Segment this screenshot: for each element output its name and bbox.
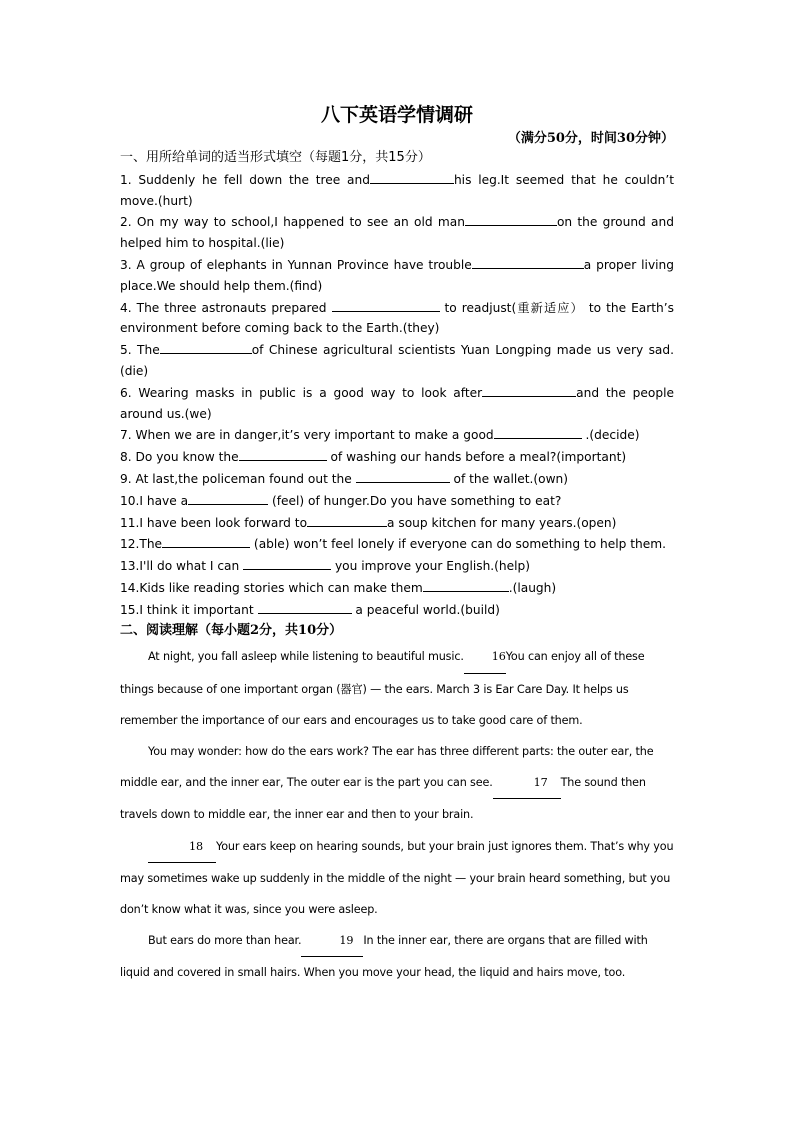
question-15: 15.I think it important a peaceful world.(build) [120,599,674,621]
section2-heading: 二、阅读理解（每小题2分，共10分） [120,622,343,638]
answer-slot-18[interactable]: 18 [148,831,216,863]
answer-blank-12[interactable] [162,533,250,548]
question-9: 9. At last,the policeman found out the of the wallet.(own) [120,468,674,490]
question-14: 14.Kids like reading stories which can make them .(laugh) [120,577,674,599]
question-2: 2. On my way to school,I happened to see an old man on the ground and helped him to hospital.(lie) [120,211,674,254]
question-11: 11.I have been look forward to a soup kitchen for many years.(open) [120,512,674,534]
reading-paragraph-4: But ears do more than hear. 19 In the inner ear, there are organs that are filled with liquid and covered in small hairs. When you move your head, the liquid and hairs move, too. [120,925,674,988]
answer-blank-5[interactable] [160,339,252,354]
question-8: 8. Do you know the of washing our hands before a meal?(important) [120,446,674,468]
answer-blank-13[interactable] [243,555,331,570]
answer-blank-1[interactable] [370,169,454,184]
question-1: 1. Suddenly he fell down the tree and his leg.It seemed that he couldn’t move.(hurt) [120,169,674,212]
question-3: 3. A group of elephants in Yunnan Province have trouble a proper living place.We should help them.(find) [120,254,674,297]
answer-slot-17[interactable]: 17 [493,767,561,799]
question-12: 12.The (able) won’t feel lonely if everyone can do something to help them. [120,533,674,555]
answer-blank-10[interactable] [188,490,268,505]
question-10: 10.I have a (feel) of hunger.Do you have something to eat? [120,490,674,512]
section1-heading: 一、用所给单词的适当形式填空（每题1分，共15分） [120,150,431,165]
answer-blank-8[interactable] [239,446,327,461]
answer-blank-4[interactable] [332,297,440,312]
answer-blank-2[interactable] [465,211,557,226]
answer-blank-7[interactable] [494,424,582,439]
answer-blank-3[interactable] [472,254,584,269]
answer-blank-6[interactable] [482,382,576,397]
answer-blank-15[interactable] [258,599,352,614]
page-title: 八下英语学情调研 [320,104,473,126]
question-4: 4. The three astronauts prepared to readjust(重新适应） to the Earth’s environment before coming back to the Earth.(they) [120,297,674,340]
reading-paragraph-3: 18 Your ears keep on hearing sounds, but your brain just ignores them. That’s why you may sometimes wake up suddenly in the middle of the night — your brain heard something, but you don’t know what it was, since you were asleep. [120,831,674,926]
answer-blank-14[interactable] [423,577,509,592]
question-5: 5. The of Chinese agricultural scientists Yuan Longping made us very sad.(die) [120,339,674,382]
reading-paragraph-1: At night, you fall asleep while listening to beautiful music. 16You can enjoy all of these things because of one important organ (器官) — the ears. March 3 is Ear Care Day. It helps us remember the importance of our ears and encourages us to take good care of them. [120,641,674,736]
answer-slot-19[interactable]: 19 [301,925,363,957]
answer-blank-9[interactable] [356,468,450,483]
answer-blank-11[interactable] [307,512,387,527]
answer-slot-16[interactable]: 16 [464,641,506,673]
question-6: 6. Wearing masks in public is a good way to look after and the people around us.(we) [120,382,674,425]
score-note: （满分50分，时间30分钟） [507,131,674,146]
question-7: 7. When we are in danger,it’s very important to make a good .(decide) [120,424,674,446]
reading-paragraph-2: You may wonder: how do the ears work? The ear has three different parts: the outer ear, the middle ear, and the inner ear, The outer ear is the part you can see. 17 The sound then travels down to middle ear, the inner ear and then to your brain. [120,744,654,822]
question-13: 13.I'll do what I can you improve your English.(help) [120,555,674,577]
worksheet-page [120,100,674,989]
